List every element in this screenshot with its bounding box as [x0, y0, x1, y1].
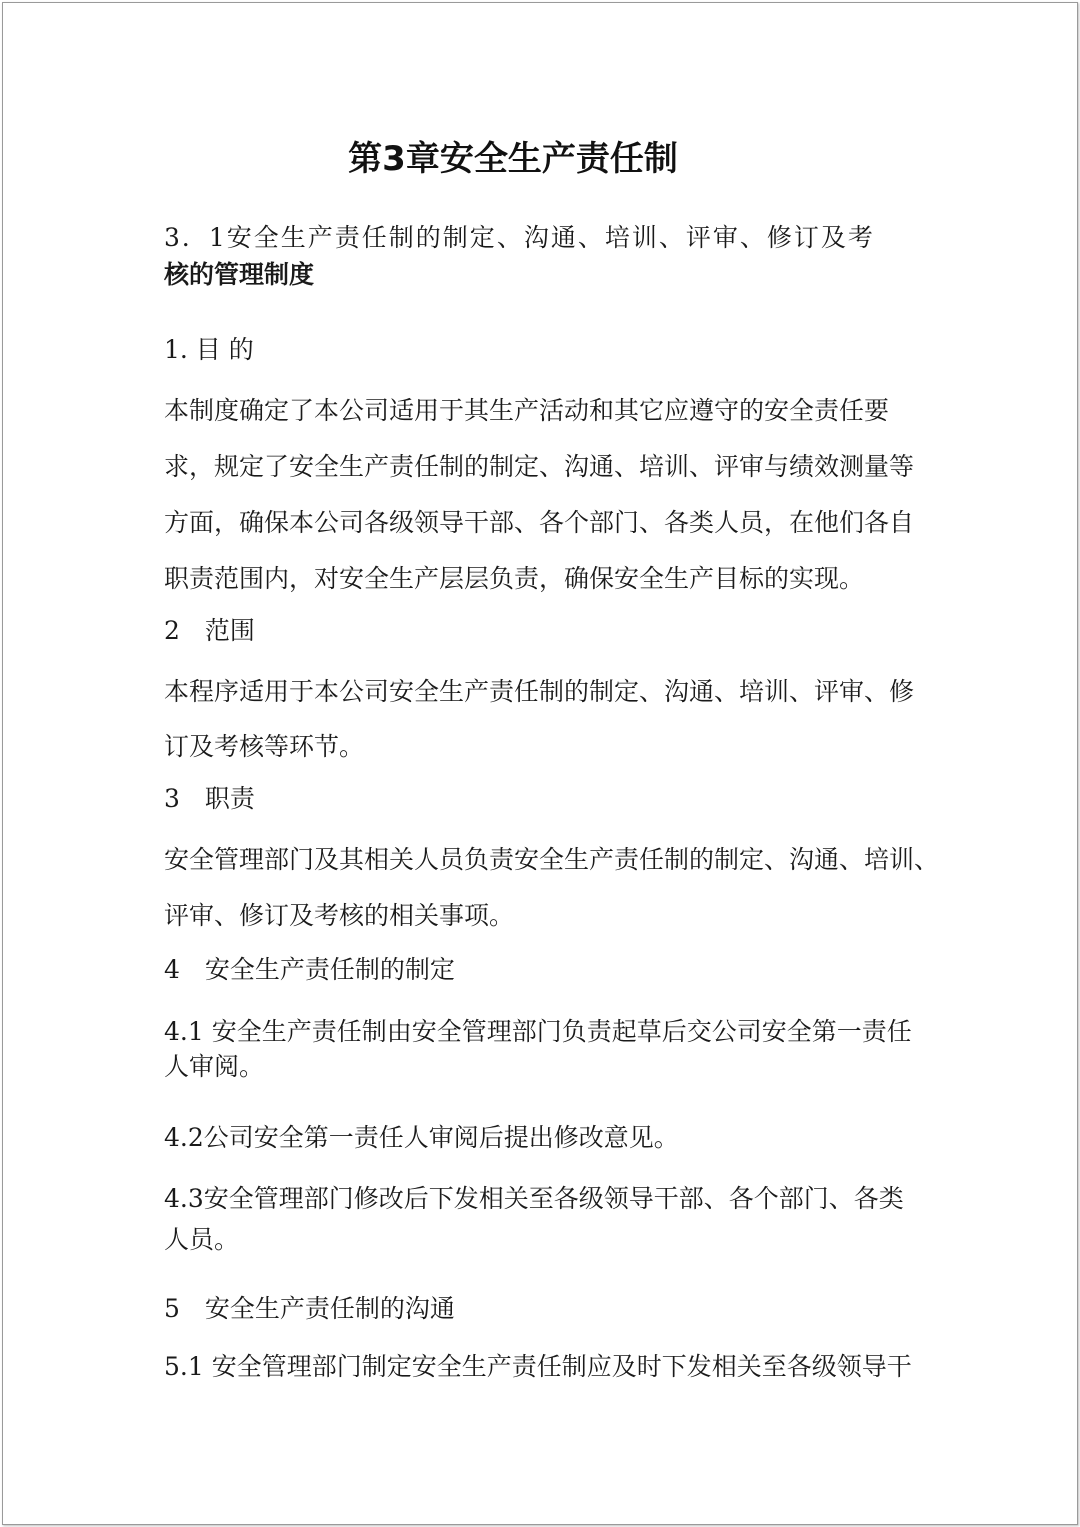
- formulation-heading: 4 安全生产责任制的制定: [164, 955, 455, 984]
- list-item-line: 4.3安全管理部门修改后下发相关至各级领导干部、各个部门、各类: [164, 1184, 904, 1213]
- duties-heading: 3 职责: [164, 784, 255, 813]
- paragraph-line: 本程序适用于本公司安全生产责任制的制定、沟通、培训、评审、修: [164, 677, 915, 706]
- list-item-line: 4.1 安全生产责任制由安全管理部门负责起草后交公司安全第一责任: [164, 1017, 912, 1046]
- list-item-line: 4.2公司安全第一责任人审阅后提出修改意见。: [164, 1123, 679, 1152]
- paragraph-line: 本制度确定了本公司适用于其生产活动和其它应遵守的安全责任要: [164, 396, 890, 425]
- document-page: [2, 2, 1078, 1525]
- paragraph-line: 安全管理部门及其相关人员负责安全生产责任制的制定、沟通、培训、: [164, 845, 940, 874]
- list-item-line: 人审阅。: [164, 1052, 265, 1081]
- paragraph-line: 订及考核等环节。: [164, 732, 365, 761]
- list-item-line: 人员。: [164, 1225, 240, 1254]
- section-heading-line-1: 3．1安全生产责任制的制定、沟通、培训、评审、修订及考: [164, 223, 875, 252]
- paragraph-line: 求，规定了安全生产责任制的制定、沟通、培训、评审与绩效测量等: [164, 452, 915, 481]
- scope-heading: 2 范围: [164, 616, 255, 645]
- list-item-line: 5.1 安全管理部门制定安全生产责任制应及时下发相关至各级领导干: [164, 1352, 912, 1381]
- paragraph-line: 职责范围内，对安全生产层层负责，确保安全生产目标的实现。: [164, 564, 865, 593]
- purpose-heading: 1. 目 的: [164, 335, 254, 364]
- document-title: 第3章安全生产责任制: [348, 139, 678, 179]
- paragraph-line: 方面，确保本公司各级领导干部、各个部门、各类人员，在他们各自: [164, 508, 915, 537]
- paragraph-line: 评审、修订及考核的相关事项。: [164, 901, 515, 930]
- section-heading-line-2: 核的管理制度: [164, 260, 315, 289]
- communication-heading: 5 安全生产责任制的沟通: [164, 1294, 455, 1323]
